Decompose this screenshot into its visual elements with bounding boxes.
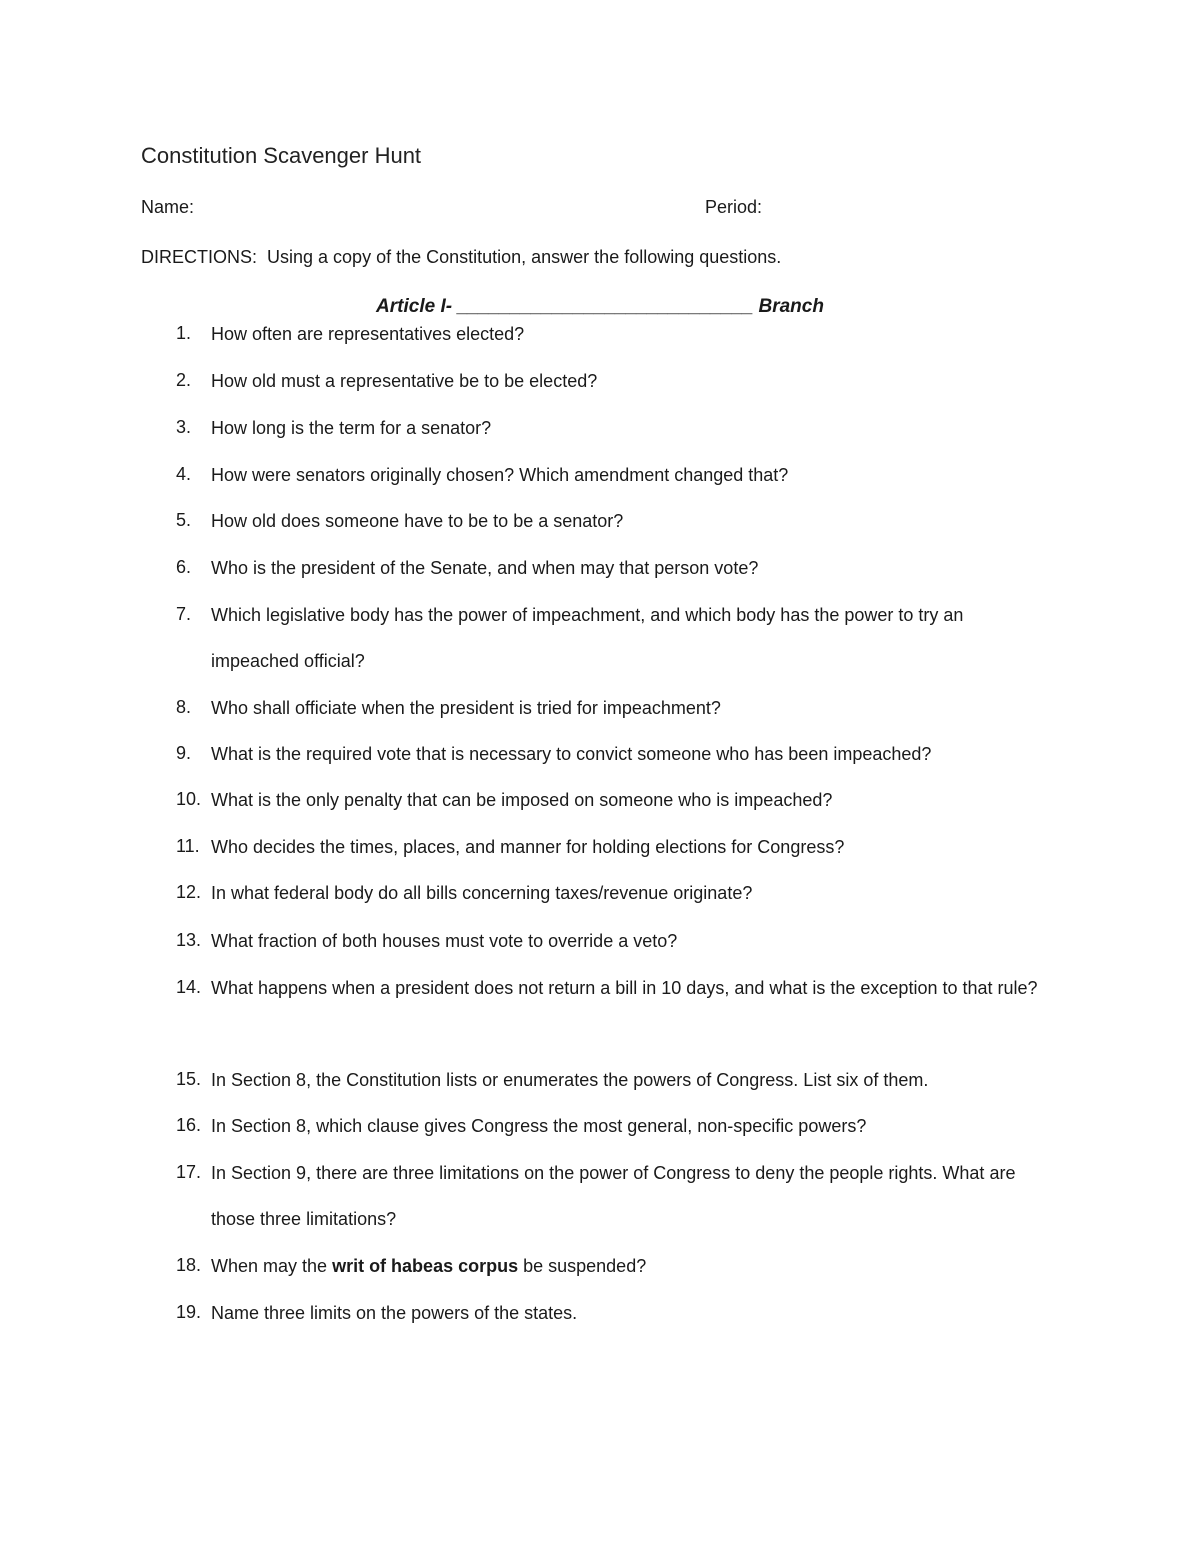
name-label: Name: <box>141 197 195 217</box>
question-number: 19. <box>176 1302 202 1322</box>
question-text: In Section 8, the Constitution lists or enumerates the powers of Congress. List six of them. <box>211 1070 929 1090</box>
question-text: In Section 8, which clause gives Congress the most general, non-specific powers? <box>211 1116 867 1136</box>
question-number: 7. <box>176 604 192 624</box>
question-text-before: When may the <box>211 1256 333 1276</box>
question-number: 17. <box>176 1162 202 1182</box>
question-number: 8. <box>176 697 192 717</box>
question-number: 3. <box>176 417 192 437</box>
question-text: How were senators originally chosen? Which amendment changed that? <box>211 465 789 485</box>
question-number: 5. <box>176 510 192 530</box>
question-text: Which legislative body has the power of impeachment, and which body has the power to try an impeached official? <box>211 605 964 671</box>
question-number: 6. <box>176 557 192 577</box>
question-text <box>211 1243 1051 1289</box>
directions-text: DIRECTIONS: Using a copy of the Constitution, answer the following questions. <box>141 247 782 267</box>
question-text-bold: writ of habeas corpus <box>332 1256 519 1276</box>
question-number: 2. <box>176 370 192 390</box>
question-number: 9. <box>176 743 192 763</box>
question-text: Who is the president of the Senate, and when may that person vote? <box>211 558 759 578</box>
question-text: In what federal body do all bills concerning taxes/revenue originate? <box>211 883 753 903</box>
question-text: Who shall officiate when the president is tried for impeachment? <box>211 698 721 718</box>
question-number: 14. <box>176 977 202 997</box>
question-text: Who decides the times, places, and manner for holding elections for Congress? <box>211 837 845 857</box>
question-text: How old must a representative be to be elected? <box>211 371 598 391</box>
question-number: 16. <box>176 1115 202 1135</box>
question-text: How old does someone have to be to be a senator? <box>211 511 624 531</box>
question-text: What is the required vote that is necessary to convict someone who has been impeached? <box>211 744 932 764</box>
question-number: 1. <box>176 323 192 343</box>
question-text-after: be suspended? <box>518 1256 647 1276</box>
section-heading: Article I- ____________________________ Branch <box>376 296 824 317</box>
question-number: 13. <box>176 930 202 950</box>
question-number: 11. <box>176 836 200 856</box>
question-number: 12. <box>176 882 202 902</box>
period-label: Period: <box>705 197 763 217</box>
question-text: In Section 9, there are three limitations on the power of Congress to deny the people rights. What are those three limitations? <box>211 1163 1016 1229</box>
page-title: Constitution Scavenger Hunt <box>141 143 422 168</box>
question-number: 10. <box>176 789 202 809</box>
question-number: 4. <box>176 464 192 484</box>
question-number: 15. <box>176 1069 202 1089</box>
question-text: How often are representatives elected? <box>211 324 525 344</box>
question-text: What is the only penalty that can be imposed on someone who is impeached? <box>211 790 833 810</box>
question-text: How long is the term for a senator? <box>211 418 492 438</box>
question-number: 18. <box>176 1255 202 1275</box>
question-text: Name three limits on the powers of the states. <box>211 1303 578 1323</box>
question-text: What happens when a president does not return a bill in 10 days, and what is the exception to that rule? <box>211 978 1038 998</box>
question-text: What fraction of both houses must vote to override a veto? <box>211 931 678 951</box>
